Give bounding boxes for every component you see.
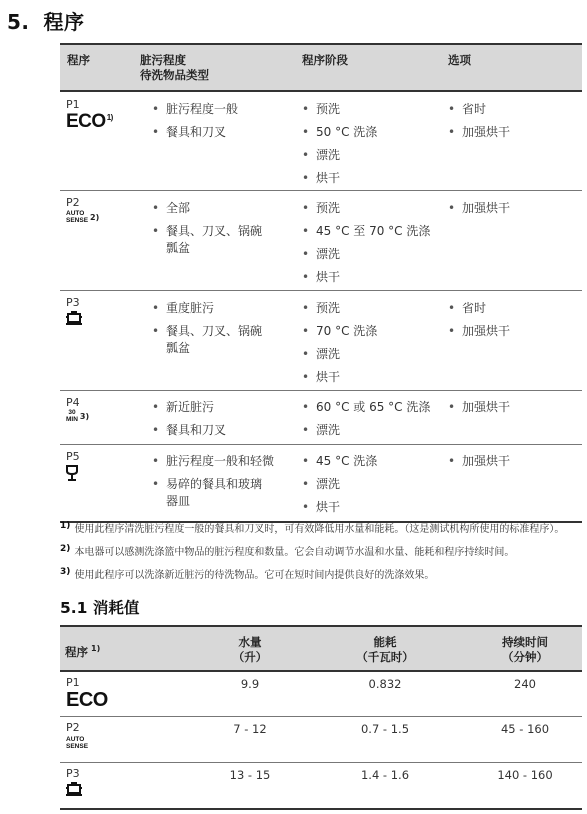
list-item: • 45 °C 洗涤: [302, 453, 377, 470]
program-code: P2: [66, 721, 80, 734]
program-row-p5: [60, 444, 582, 523]
program-row-p4: [60, 390, 582, 444]
list-item: • 加强烘干: [448, 200, 510, 217]
list-item: • 漂洗: [302, 476, 377, 493]
list-item: • 漂洗: [302, 246, 430, 263]
auto-sense-symbol: AUTO SENSE 2): [66, 210, 100, 224]
eco-symbol: ECO$^{1)}$: [66, 111, 113, 132]
list-item: • 烘干: [302, 170, 377, 187]
consumption-title: 5.1 消耗值: [60, 599, 140, 617]
list-item: • 省时: [448, 300, 510, 317]
list-item: • 50 °C 洗涤: [302, 124, 377, 141]
soil-list: [152, 300, 262, 363]
option-list: [448, 453, 510, 476]
list-item: • 省时: [448, 101, 510, 118]
header-phases: 程序阶段: [302, 53, 348, 67]
option-list: [448, 399, 510, 422]
soil-list: [152, 453, 274, 516]
duration-value: 240: [514, 677, 536, 691]
list-item: • 加强烘干: [448, 453, 510, 470]
duration-value: 140 - 160: [497, 768, 553, 782]
program-code: P4: [66, 396, 80, 409]
soil-list: [152, 200, 262, 263]
header-soil: 脏污程度 待洗物品类型: [140, 53, 209, 82]
list-item: • 加强烘干: [448, 399, 510, 416]
program-row-p1: [60, 90, 582, 190]
pot-icon: [66, 311, 82, 325]
phase-list: [302, 200, 430, 292]
energy-value: 0.832: [368, 677, 402, 691]
section-heading: [7, 6, 85, 35]
program-row-p2: [60, 190, 582, 290]
header-options: 选项: [448, 53, 471, 67]
consumption-row-p2: [60, 716, 582, 762]
program-code: P5: [66, 450, 80, 463]
consumption-table: [60, 625, 582, 810]
consumption-table-header: [60, 625, 582, 670]
program-code: P3: [66, 767, 80, 780]
list-item: • 60 °C 或 65 °C 洗涤: [302, 399, 430, 416]
header-energy: 能耗 （千瓦时）: [356, 635, 414, 664]
program-code: P1: [66, 98, 80, 111]
list-item: • 烘干: [302, 369, 377, 386]
energy-value: 1.4 - 1.6: [360, 768, 410, 782]
list-item: • 餐具和刀叉: [152, 422, 226, 439]
phase-list: [302, 101, 377, 193]
list-item: • 漂洗: [302, 346, 377, 363]
list-item: • 70 °C 洗涤: [302, 323, 377, 340]
phase-list: [302, 399, 430, 445]
soil-list: [152, 101, 238, 147]
list-item: • 脏污程度一般: [152, 101, 238, 118]
list-item: • 重度脏污: [152, 300, 262, 317]
glass-icon: [66, 465, 78, 481]
list-item: • 餐具和刀叉: [152, 124, 238, 141]
header-program: 程序: [67, 53, 90, 67]
phase-list: [302, 453, 377, 522]
footnote-1: 1) 使用此程序清洗脏污程度一般的餐具和刀叉时，可有效降低用水量和能耗。（这是测试机构所使用的标准程序）。: [60, 520, 565, 535]
list-item: • 45 °C 至 70 °C 洗涤: [302, 223, 430, 240]
duration-value: 45 - 160: [500, 722, 550, 736]
section-number: 5.: [7, 10, 30, 34]
list-item: • 预洗: [302, 200, 430, 217]
consumption-row-p1: [60, 670, 582, 716]
list-item: • 预洗: [302, 101, 377, 118]
pot-icon: [66, 782, 82, 796]
program-row-p3: [60, 290, 582, 390]
list-item: • 漂洗: [302, 147, 377, 164]
list-item: • 加强烘干: [448, 124, 510, 141]
water-value: 7 - 12: [233, 722, 267, 736]
phase-list: [302, 300, 377, 392]
list-item: • 漂洗: [302, 422, 430, 439]
program-code: P1: [66, 676, 80, 689]
program-code: P3: [66, 296, 80, 309]
eco-symbol: ECO: [66, 689, 108, 711]
list-item: • 加强烘干: [448, 323, 510, 340]
list-item: • 新近脏污: [152, 399, 226, 416]
auto-sense-symbol: AUTO SENSE: [66, 736, 89, 750]
option-list: [448, 101, 510, 147]
option-list: [448, 200, 510, 223]
list-item: • 餐具、刀叉、锅碗 瓢盆: [152, 223, 262, 257]
header-duration: 持续时间 （分钟）: [502, 635, 548, 664]
list-item: • 餐具、刀叉、锅碗 瓢盆: [152, 323, 262, 357]
section-title: 程序: [43, 10, 85, 34]
header-program: 程序 $^{1)}$: [65, 644, 101, 659]
water-value: 13 - 15: [229, 768, 271, 782]
list-item: • 烘干: [302, 269, 430, 286]
30-min-symbol: 30 MIN 3): [66, 409, 90, 423]
footnote-2: 2) 本电器可以感测洗涤篮中物品的脏污程度和数量。它会自动调节水温和水量、能耗和程序持续时间。: [60, 543, 515, 558]
soil-list: [152, 399, 226, 445]
energy-value: 0.7 - 1.5: [360, 722, 410, 736]
list-item: • 烘干: [302, 499, 377, 516]
program-table-header: [60, 43, 582, 90]
list-item: • 脏污程度一般和轻微: [152, 453, 274, 470]
consumption-row-p3: [60, 762, 582, 810]
header-water: 水量 （升）: [232, 635, 268, 664]
program-table: [60, 43, 582, 523]
footnote-3: 3) 使用此程序可以洗涤新近脏污的待洗物品。它可在短时间内提供良好的洗涤效果。: [60, 566, 435, 581]
option-list: [448, 300, 510, 346]
program-code: P2: [66, 196, 80, 209]
list-item: • 全部: [152, 200, 262, 217]
water-value: 9.9: [240, 677, 260, 691]
list-item: • 预洗: [302, 300, 377, 317]
list-item: • 易碎的餐具和玻璃 器皿: [152, 476, 274, 510]
